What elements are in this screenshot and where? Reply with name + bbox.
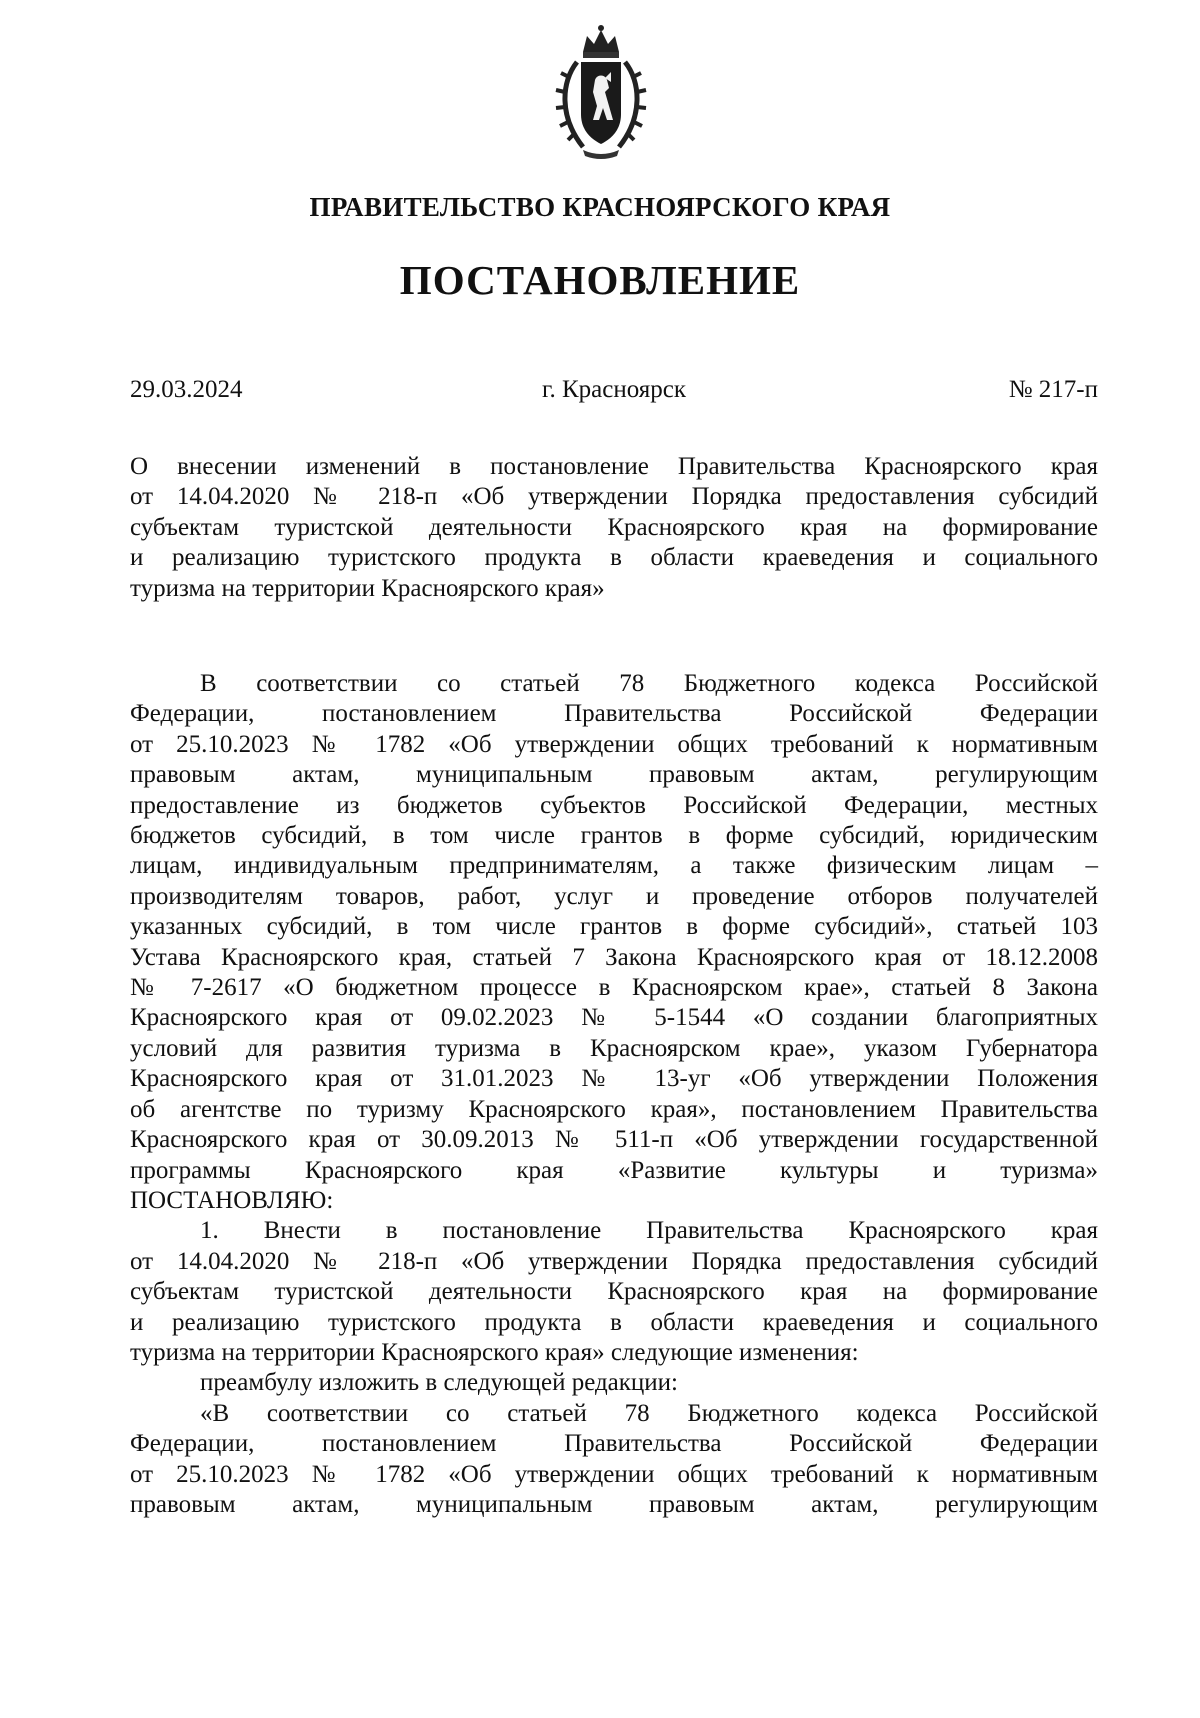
body-line: предоставление из бюджетов субъектов Российской Федерации, местных bbox=[130, 791, 1098, 819]
body-line: субъектам туристской деятельности Красноярского края на формирование bbox=[130, 1278, 1098, 1306]
body-line: программы Красноярского края «Развитие культуры и туризма» bbox=[130, 1156, 1098, 1184]
body-line: № 7-2617 «О бюджетном процессе в Красноярском крае», статьей 8 Закона bbox=[130, 974, 1098, 1002]
body-line: правовым актам, муниципальным правовым актам, регулирующим bbox=[130, 1490, 1098, 1518]
body-line: Красноярского края от 09.02.2023 № 5-1544 «О создании благоприятных bbox=[130, 1004, 1098, 1032]
body-line: «В соответствии со статьей 78 Бюджетного кодекса Российской bbox=[200, 1399, 1098, 1427]
body-line: Устава Красноярского края, статьей 7 Закона Красноярского края от 18.12.2008 bbox=[130, 943, 1098, 971]
body-line: лицам, индивидуальным предпринимателям, а также физическим лицам – bbox=[130, 852, 1098, 880]
body-line: Красноярского края от 31.01.2023 № 13-уг «Об утверждении Положения bbox=[130, 1065, 1098, 1093]
body-line: от 25.10.2023 № 1782 «Об утверждении общих требований к нормативным bbox=[130, 1460, 1098, 1488]
body-line: 1. Внести в постановление Правительства Красноярского края bbox=[200, 1217, 1098, 1245]
body-line: туризма на территории Красноярского края» следующие изменения: bbox=[130, 1338, 859, 1366]
body-line: об агентстве по туризму Красноярского края», постановлением Правительства bbox=[130, 1095, 1098, 1123]
subject-line: от 14.04.2020 № 218-п «Об утверждении Порядка предоставления субсидий bbox=[130, 483, 1098, 511]
document-subject bbox=[130, 452, 1098, 604]
body-line: ПОСТАНОВЛЯЮ: bbox=[130, 1186, 334, 1214]
document-meta-row bbox=[130, 376, 1098, 412]
body-line: от 14.04.2020 № 218-п «Об утверждении Порядка предоставления субсидий bbox=[130, 1247, 1098, 1275]
body-line: Федерации, постановлением Правительства Российской Федерации bbox=[130, 700, 1098, 728]
body-line: В соответствии со статьей 78 Бюджетного кодекса Российской bbox=[200, 670, 1098, 697]
subject-line: туризма на территории Красноярского края» bbox=[130, 574, 605, 602]
subject-line: О внесении изменений в постановление Правительства Красноярского края bbox=[130, 453, 1098, 480]
body-line: Федерации, постановлением Правительства Российской Федерации bbox=[130, 1430, 1098, 1458]
subject-line: и реализацию туристского продукта в области краеведения и социального bbox=[130, 544, 1098, 572]
coat-of-arms-icon bbox=[553, 22, 649, 162]
body-line: правовым актам, муниципальным правовым актам, регулирующим bbox=[130, 761, 1098, 789]
body-line: указанных субсидий, в том числе грантов в форме субсидий», статьей 103 bbox=[130, 913, 1098, 941]
document-body bbox=[130, 669, 1098, 1520]
document-type-heading: ПОСТАНОВЛЕНИЕ bbox=[399, 257, 801, 303]
body-line: условий для развития туризма в Красноярском крае», указом Губернатора bbox=[130, 1034, 1098, 1062]
body-line: Красноярского края от 30.09.2013 № 511-п «Об утверждении государственной bbox=[130, 1126, 1098, 1154]
body-line: от 25.10.2023 № 1782 «Об утверждении общих требований к нормативным bbox=[130, 730, 1098, 758]
body-line: бюджетов субсидий, в том числе грантов в форме субсидий, юридическим bbox=[130, 822, 1098, 850]
document-number: № 217-п bbox=[1008, 376, 1098, 403]
body-line: производителям товаров, работ, услуг и проведение отборов получателей bbox=[130, 882, 1098, 910]
body-line: преамбулу изложить в следующей редакции: bbox=[200, 1369, 679, 1397]
document-date: 29.03.2024 bbox=[130, 376, 243, 403]
organization-title: ПРАВИТЕЛЬСТВО КРАСНОЯРСКОГО КРАЯ bbox=[309, 192, 891, 222]
body-line: и реализацию туристского продукта в области краеведения и социального bbox=[130, 1308, 1098, 1336]
document-city: г. Красноярск bbox=[542, 376, 686, 403]
subject-line: субъектам туристской деятельности Красноярского края на формирование bbox=[130, 513, 1098, 541]
